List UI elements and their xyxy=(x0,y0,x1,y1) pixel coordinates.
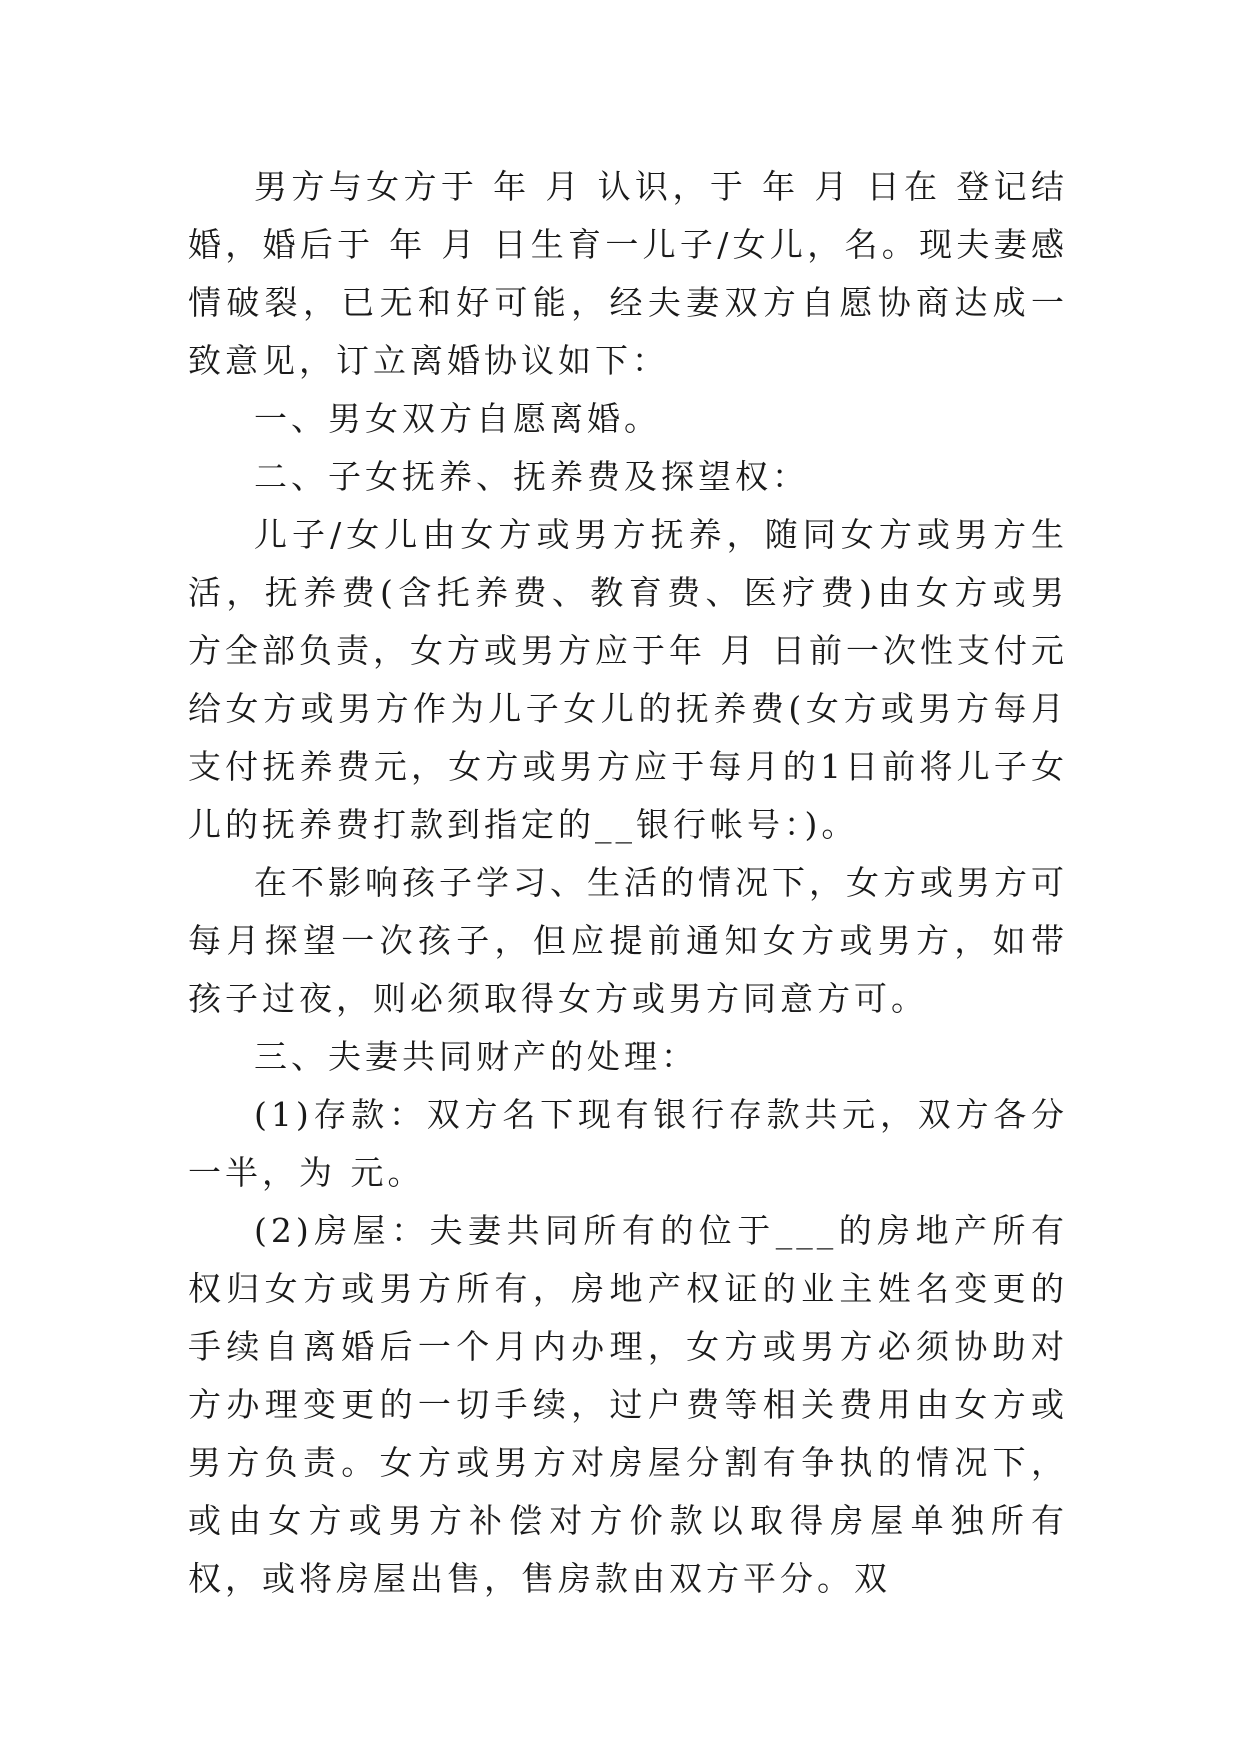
paragraph-custody: 儿子/女儿由女方或男方抚养，随同女方或男方生活，抚养费(含托养费、教育费、医疗费)由女方或男方全部负责，女方或男方应于年 月 日前一次性支付元给女方或男方作为儿子女儿的抚养费(女方或男方每月支付抚养费元，女方或男方应于每月的1日前将儿子女儿的抚养费打款到指定的__银行帐号：)。 xyxy=(188,515,1068,844)
paragraph-visitation: 在不影响孩子学习、生活的情况下，女方或男方可每月探望一次孩子，但应提前通知女方或男方，如带孩子过夜，则必须取得女方或男方同意方可。 xyxy=(188,863,1068,1018)
paragraph-clause-3-heading: 三、夫妻共同财产的处理： xyxy=(254,1037,698,1076)
paragraph-clause-1: 一、男女双方自愿离婚。 xyxy=(254,399,661,438)
paragraph-intro: 男方与女方于 年 月 认识，于 年 月 日在 登记结婚，婚后于 年 月 日生育一儿子/女儿，名。现夫妻感情破裂，已无和好可能，经夫妻双方自愿协商达成一致意见，订立离婚协议如下： xyxy=(188,167,1068,380)
paragraph-housing: (2)房屋：夫妻共同所有的位于___的房地产所有权归女方或男方所有，房地产权证的业主姓名变更的手续自离婚后一个月内办理，女方或男方必须协助对方办理变更的一切手续，过户费等相关费用由女方或男方负责。女方或男方对房屋分割有争执的情况下，或由女方或男方补偿对方价款以取得房屋单独所有权，或将房屋出售，售房款由双方平分。双 xyxy=(188,1211,1068,1598)
paragraph-savings: (1)存款：双方名下现有银行存款共元，双方各分一半，为 元。 xyxy=(188,1095,1068,1192)
document-body xyxy=(188,158,1068,1608)
paragraph-clause-2-heading: 二、子女抚养、抚养费及探望权： xyxy=(254,457,809,496)
